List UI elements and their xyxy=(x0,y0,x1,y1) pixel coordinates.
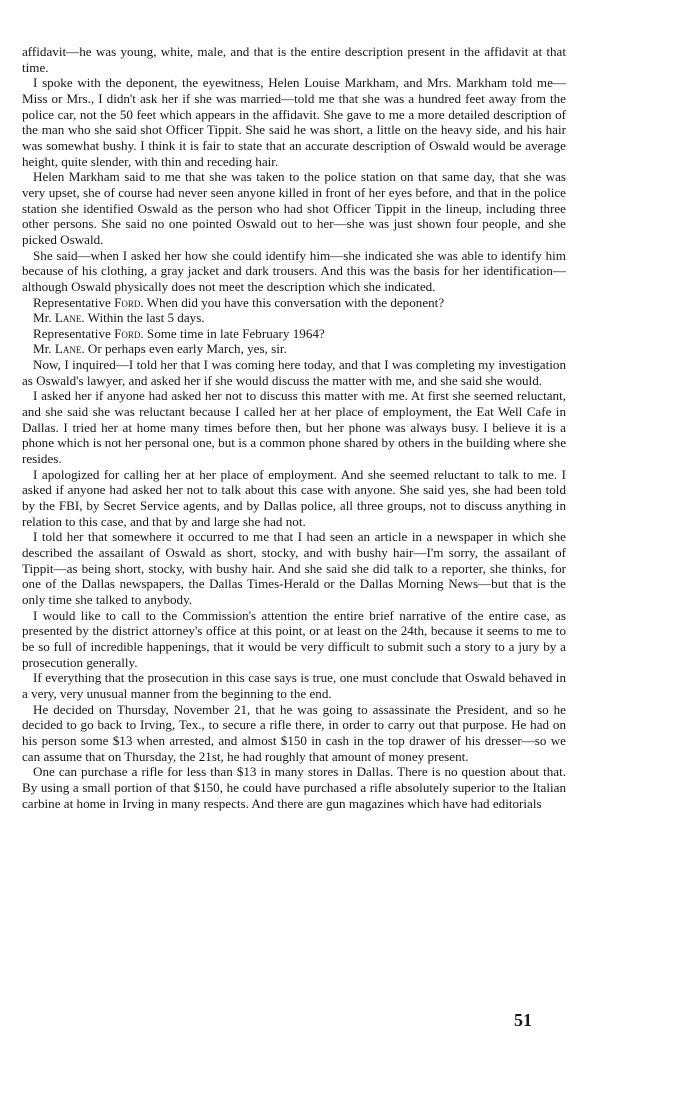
paragraph-text: Mr. xyxy=(33,341,55,357)
paragraph xyxy=(22,702,566,765)
paragraph xyxy=(22,467,566,530)
paragraph-text: . When did you have this conversation with the deponent? xyxy=(140,294,445,310)
paragraph-text: I told her that somewhere it occurred to me that I had seen an article in a newspaper in which she described the assailant of Oswald as short, stocky, and with bushy hair—I'm sorry, the assailant of Tippit—as being short, stocky, with bushy hair. And she said she did talk to a reporter, she thinks, for one of the Dallas newspapers, the Dallas Times-Herald or the Dallas Morning News—but that is the only time she talked to anybody. xyxy=(22,529,566,607)
paragraph xyxy=(22,357,566,388)
paragraph xyxy=(22,310,566,326)
paragraph-text: Representative xyxy=(33,325,115,341)
paragraph xyxy=(22,341,566,357)
paragraph-text: Mr. xyxy=(33,310,55,326)
paragraph-text: I apologized for calling her at her place of employment. And she seemed reluctant to talk to me. I asked if anyone had asked her not to talk about this case with anyone. She said yes, she had been told by the FBI, by Secret Service agents, and by Dallas police, all three groups, not to discuss anything in relation to this case, and that by and large she had not. xyxy=(22,466,566,529)
document-body xyxy=(22,44,566,811)
paragraph xyxy=(22,326,566,342)
paragraph-text: affidavit—he was young, white, male, and that is the entire description present in the affidavit at that time. xyxy=(22,44,566,75)
paragraph-text: If everything that the prosecution in this case says is true, one must conclude that Oswald behaved in a very, very unusual manner from the beginning to the end. xyxy=(22,670,566,701)
paragraph-text: I would like to call to the Commission's attention the entire brief narrative of the entire case, as presented by the district attorney's office at this point, or at least on the 24th, because it seems to me to be so full of incredible happenings, that it would be very difficult to submit such a story to a jury by a prosecution generally. xyxy=(22,607,566,670)
speaker-name: Ford xyxy=(114,325,141,341)
paragraph xyxy=(22,169,566,247)
paragraph xyxy=(22,44,566,75)
paragraph xyxy=(22,248,566,295)
paragraph xyxy=(22,764,566,811)
paragraph-text: Representative xyxy=(33,294,115,310)
speaker-name: Lane xyxy=(54,310,82,326)
paragraph xyxy=(22,670,566,701)
paragraph-text: I spoke with the deponent, the eyewitness, Helen Louise Markham, and Mrs. Markham told me—Miss or Mrs., I didn't ask her if she was married—told me that she was a hundred feet away from the police car, not the 50 feet which appears in the affidavit. She gave to me a more detailed description of the man who she said shot Officer Tippit. She said he was short, a little on the heavy side, and his hair was somewhat bushy. I think it is fair to state that an accurate description of Oswald would be average height, quite slender, with thin and receding hair. xyxy=(22,75,566,169)
paragraph-text: He decided on Thursday, November 21, that he was going to assassinate the President, and so he decided to go back to Irving, Tex., to secure a rifle there, in order to carry out that purpose. He had on his person some $13 when arrested, and almost $150 in cash in the top drawer of his dresser—so we can assume that on Thursday, the 21st, he had roughly that amount of money present. xyxy=(22,701,566,764)
page-number: 51 xyxy=(514,1010,532,1030)
paragraph-text: She said—when I asked her how she could identify him—she indicated she was able to identify him because of his clothing, a gray jacket and dark trousers. And this was the basis for her identification—although Oswald physically does not meet the description which she indicated. xyxy=(22,247,566,294)
paragraph xyxy=(22,529,566,607)
paragraph-text: Helen Markham said to me that she was taken to the police station on that same day, that she was very upset, she of course had never seen anyone killed in front of her eyes before, and that in the police station she identified Oswald as the person who had shot Officer Tippit in the lineup, including three other persons. She said no one pointed Oswald out to her—she was just shown four people, and she picked Oswald. xyxy=(22,169,566,247)
speaker-name: Lane xyxy=(54,341,82,357)
paragraph-text: I asked her if anyone had asked her not to discuss this matter with me. At first she seemed reluctant, and she said she was reluctant because I called her at her place of employment, the Eat Well Cafe in Dallas. I tried her at home many times before then, but her phone was always busy. I believe it is a phone which is not her personal one, but is a common phone shared by others in the building where she resides. xyxy=(22,388,566,467)
paragraph-text: Now, I inquired—I told her that I was coming here today, and that I was completing my investigation as Oswald's lawyer, and asked her if she would discuss the matter with me, and she said she would. xyxy=(22,357,566,388)
speaker-name: Ford xyxy=(114,294,141,310)
paragraph xyxy=(22,295,566,311)
paragraph-text: . Within the last 5 days. xyxy=(81,310,205,326)
paragraph xyxy=(22,75,566,169)
paragraph xyxy=(22,388,566,466)
paragraph-text: One can purchase a rifle for less than $13 in many stores in Dallas. There is no question about that. By using a small portion of that $150, he could have purchased a rifle absolutely superior to the Italian carbine at home in Irving in many respects. And there are gun magazines which have had editorials xyxy=(22,764,566,811)
paragraph-text: . Some time in late February 1964? xyxy=(140,325,325,341)
paragraph xyxy=(22,608,566,671)
paragraph-text: . Or perhaps even early March, yes, sir. xyxy=(81,341,287,357)
